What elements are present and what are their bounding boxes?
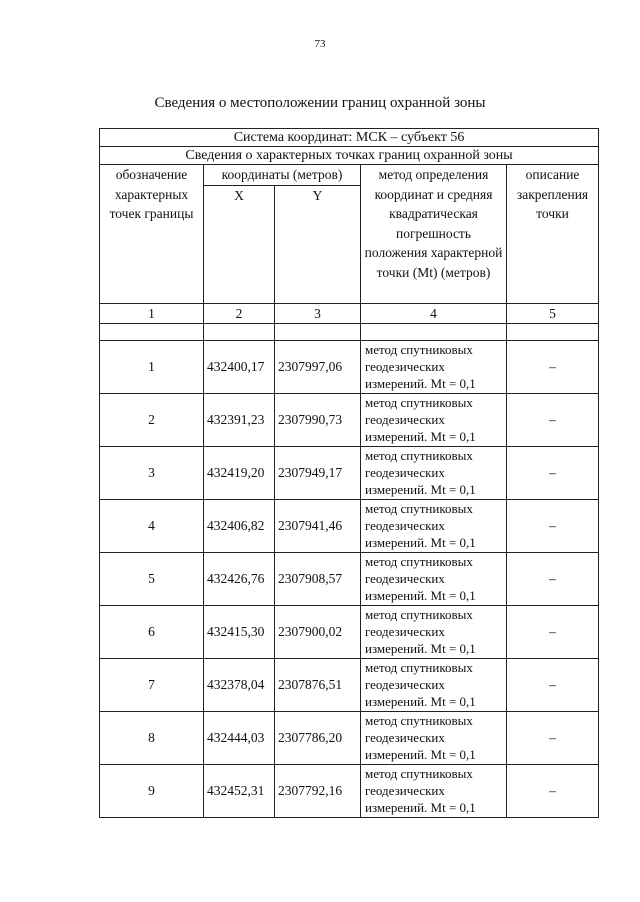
cell-description: – [507,711,599,764]
col-header-method: метод определения координат и средняя квадратическая погрешность положения характерной точки (Mt) (метров) [361,165,507,304]
cell-y: 2307792,16 [275,764,361,817]
cell-point: 1 [100,340,204,393]
col-number: 5 [507,303,599,323]
cell-method: метод спутниковых геодезических измерений. Mt = 0,1 [361,605,507,658]
boundary-points-table [99,128,599,818]
col-header-y: Y [275,185,361,303]
cell-method: метод спутниковых геодезических измерений. Mt = 0,1 [361,446,507,499]
cell-y: 2307941,46 [275,499,361,552]
cell-x: 432400,17 [204,340,275,393]
table-row [100,711,599,764]
cell-y: 2307949,17 [275,446,361,499]
cell-point: 3 [100,446,204,499]
col-header-coordinates: координаты (метров) [204,165,361,186]
cell-y: 2307990,73 [275,393,361,446]
cell-point: 4 [100,499,204,552]
cell-point: 8 [100,711,204,764]
table-row [100,658,599,711]
col-number: 3 [275,303,361,323]
cell-y: 2307908,57 [275,552,361,605]
col-number: 1 [100,303,204,323]
table-row [100,605,599,658]
cell-method: метод спутниковых геодезических измерений. Mt = 0,1 [361,552,507,605]
cell-description: – [507,499,599,552]
document-title: Сведения о местоположении границ охранной зоны [154,95,486,111]
cell-y: 2307900,02 [275,605,361,658]
cell-x: 432415,30 [204,605,275,658]
col-number: 4 [361,303,507,323]
cell-description: – [507,764,599,817]
points-info-header: Сведения о характерных точках границ охранной зоны [100,147,599,165]
cell-y: 2307786,20 [275,711,361,764]
cell-x: 432452,31 [204,764,275,817]
col-header-x: X [204,185,275,303]
cell-method: метод спутниковых геодезических измерений. Mt = 0,1 [361,499,507,552]
cell-point: 2 [100,393,204,446]
col-header-designation: обозначение характерных точек границы [100,165,204,304]
table-row [100,552,599,605]
cell-x: 432426,76 [204,552,275,605]
cell-description: – [507,340,599,393]
cell-x: 432419,20 [204,446,275,499]
cell-description: – [507,552,599,605]
cell-method: метод спутниковых геодезических измерений. Mt = 0,1 [361,658,507,711]
cell-x: 432378,04 [204,658,275,711]
spacer-row [100,323,599,340]
cell-description: – [507,393,599,446]
cell-description: – [507,446,599,499]
cell-x: 432391,23 [204,393,275,446]
cell-point: 9 [100,764,204,817]
cell-point: 6 [100,605,204,658]
cell-y: 2307997,06 [275,340,361,393]
page-number: 73 [314,38,326,50]
table-row [100,499,599,552]
col-number: 2 [204,303,275,323]
cell-method: метод спутниковых геодезических измерений. Mt = 0,1 [361,393,507,446]
cell-description: – [507,605,599,658]
cell-x: 432444,03 [204,711,275,764]
table-row [100,340,599,393]
cell-description: – [507,658,599,711]
cell-point: 7 [100,658,204,711]
table-row [100,764,599,817]
cell-method: метод спутниковых геодезических измерений. Mt = 0,1 [361,764,507,817]
cell-method: метод спутниковых геодезических измерений. Mt = 0,1 [361,711,507,764]
cell-y: 2307876,51 [275,658,361,711]
cell-method: метод спутниковых геодезических измерений. Mt = 0,1 [361,340,507,393]
col-header-description: описание закрепления точки [507,165,599,304]
coordinate-system-header: Система координат: МСК – субъект 56 [100,129,599,147]
cell-x: 432406,82 [204,499,275,552]
table-row [100,446,599,499]
cell-point: 5 [100,552,204,605]
table-row [100,393,599,446]
